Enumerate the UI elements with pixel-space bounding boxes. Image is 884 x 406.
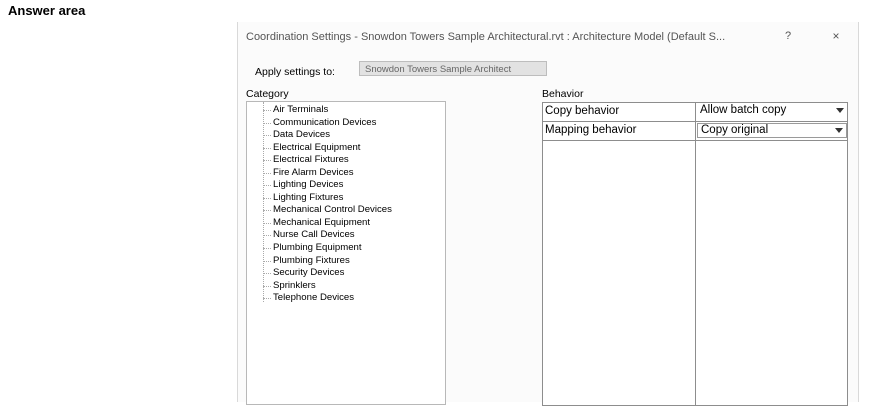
- mapping-behavior-dropdown[interactable]: [697, 123, 847, 138]
- dialog-titlebar: [238, 22, 858, 52]
- behavior-row-copy: [543, 103, 847, 122]
- category-item[interactable]: Plumbing Equipment: [273, 242, 392, 255]
- category-label: Category: [246, 88, 289, 100]
- category-item[interactable]: Mechanical Equipment: [273, 217, 392, 230]
- category-item[interactable]: Air Terminals: [273, 104, 392, 117]
- category-item[interactable]: Electrical Fixtures: [273, 154, 392, 167]
- apply-settings-label: Apply settings to:: [255, 66, 335, 78]
- mapping-behavior-label: Mapping behavior: [545, 124, 637, 136]
- apply-settings-select[interactable]: Snowdon Towers Sample Architect: [359, 61, 547, 76]
- category-item[interactable]: Plumbing Fixtures: [273, 255, 392, 268]
- copy-behavior-dropdown[interactable]: [697, 104, 847, 119]
- category-item[interactable]: Security Devices: [273, 267, 392, 280]
- behavior-label: Behavior: [542, 88, 584, 100]
- behavior-row-mapping: [543, 122, 847, 141]
- category-item[interactable]: Communication Devices: [273, 117, 392, 130]
- chevron-down-icon: [835, 128, 843, 133]
- category-item[interactable]: Lighting Devices: [273, 179, 392, 192]
- category-item[interactable]: Electrical Equipment: [273, 142, 392, 155]
- category-item[interactable]: Telephone Devices: [273, 292, 392, 305]
- category-item[interactable]: Nurse Call Devices: [273, 229, 392, 242]
- category-tree: [246, 101, 446, 405]
- copy-behavior-value: Allow batch copy: [700, 104, 787, 116]
- dialog-title: Coordination Settings - Snowdon Towers Sample Architectural.rvt : Architecture Model (Default S...: [246, 31, 726, 43]
- mapping-behavior-value: Copy original: [701, 124, 769, 136]
- category-item[interactable]: Mechanical Control Devices: [273, 204, 392, 216]
- answer-area-label: Answer area: [8, 3, 86, 18]
- category-item[interactable]: Sprinklers: [273, 280, 392, 293]
- category-item[interactable]: Fire Alarm Devices: [273, 167, 392, 180]
- column-divider: [695, 103, 696, 405]
- category-item[interactable]: Data Devices: [273, 129, 392, 142]
- copy-behavior-label: Copy behavior: [545, 105, 620, 117]
- help-button[interactable]: ?: [784, 30, 792, 42]
- behavior-grid: [542, 102, 848, 406]
- chevron-down-icon: [836, 108, 844, 113]
- category-item[interactable]: Lighting Fixtures: [273, 192, 392, 205]
- close-button[interactable]: ×: [832, 29, 840, 43]
- category-list: [273, 104, 392, 305]
- coordination-settings-dialog: [237, 22, 859, 402]
- tree-connector-line: [263, 102, 264, 302]
